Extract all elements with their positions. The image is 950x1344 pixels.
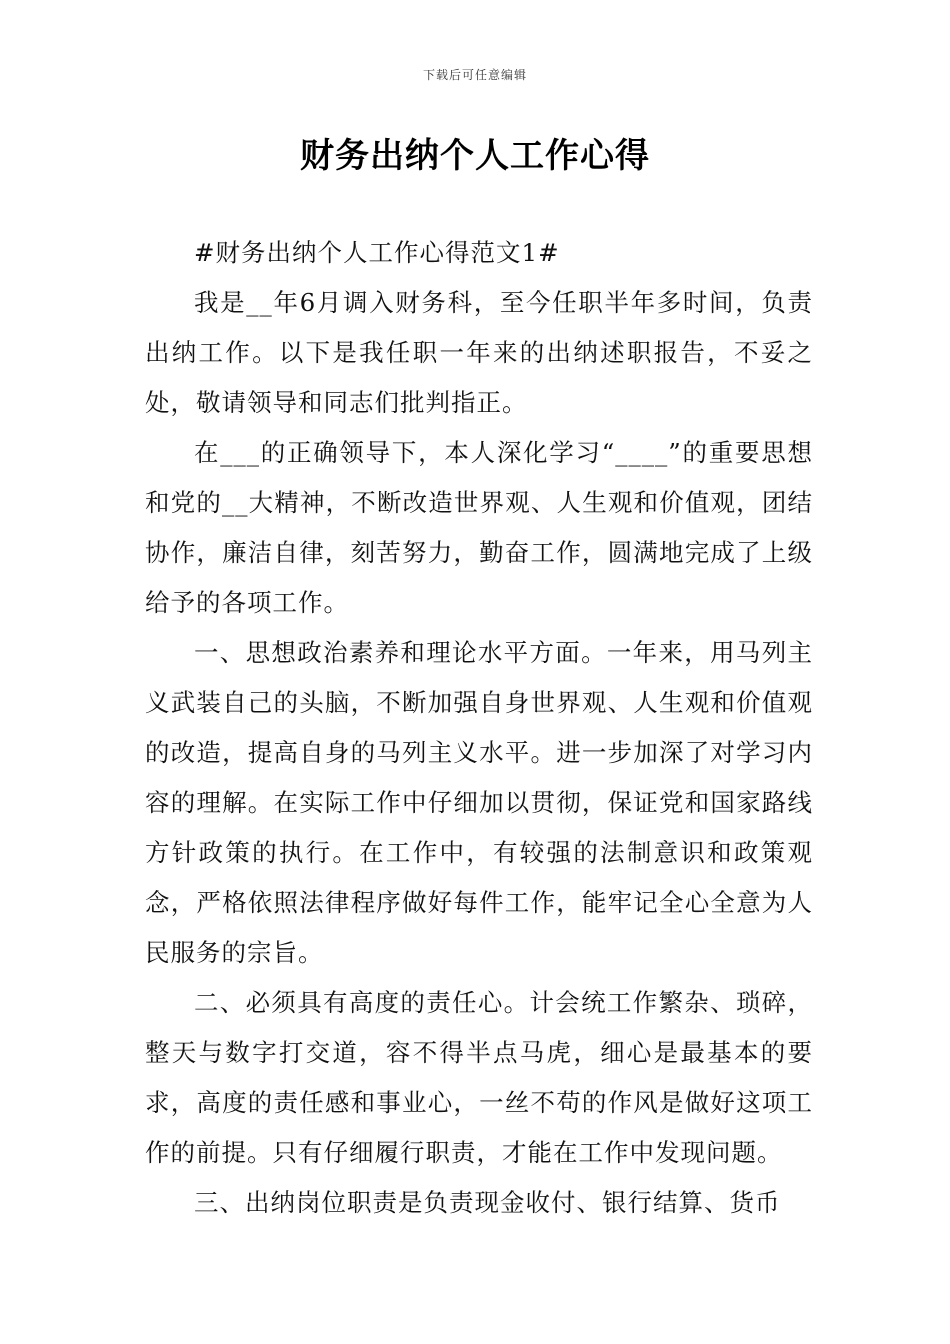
paragraph-point-three: 三、出纳岗位职责是负责现金收付、银行结算、货币 <box>194 1188 781 1217</box>
document-title: 财务出纳个人工作心得 <box>300 136 650 176</box>
document-body <box>145 228 813 1228</box>
paragraph-point-two: 二、必须具有高度的责任心。计会统工作繁杂、琐碎，整天与数字打交道，容不得半点马虎，细心是最基本的要求，高度的责任感和事业心，一丝不苟的作风是做好这项工作的前提。只有仔细履行职责，才能在工作中发现问题。 <box>145 988 813 1167</box>
paragraph-point-one: 一、思想政治素养和理论水平方面。一年来，用马列主义武装自己的头脑，不断加强自身世界观、人生观和价值观的改造，提高自身的马列主义水平。进一步加深了对学习内容的理解。在实际工作中仔细加以贯彻，保证党和国家路线方针政策的执行。在工作中，有较强的法制意识和政策观念，严格依照法律程序做好每件工作，能牢记全心全意为人民服务的宗旨。 <box>145 638 813 967</box>
header-note: 下载后可任意编辑 <box>422 68 527 82</box>
paragraph-intro: 我是__年6月调入财务科，至今任职半年多时间，负责出纳工作。以下是我任职一年来的出纳述职报告，不妥之处，敬请领导和同志们批判指正。 <box>145 288 813 417</box>
paragraph-leadership: 在___的正确领导下，本人深化学习“____”的重要思想和党的__大精神，不断改造世界观、人生观和价值观，团结协作，廉洁自律，刻苦努力，勤奋工作，圆满地完成了上级给予的各项工作。 <box>145 438 813 617</box>
section-heading: #财务出纳个人工作心得范文1# <box>194 238 560 267</box>
